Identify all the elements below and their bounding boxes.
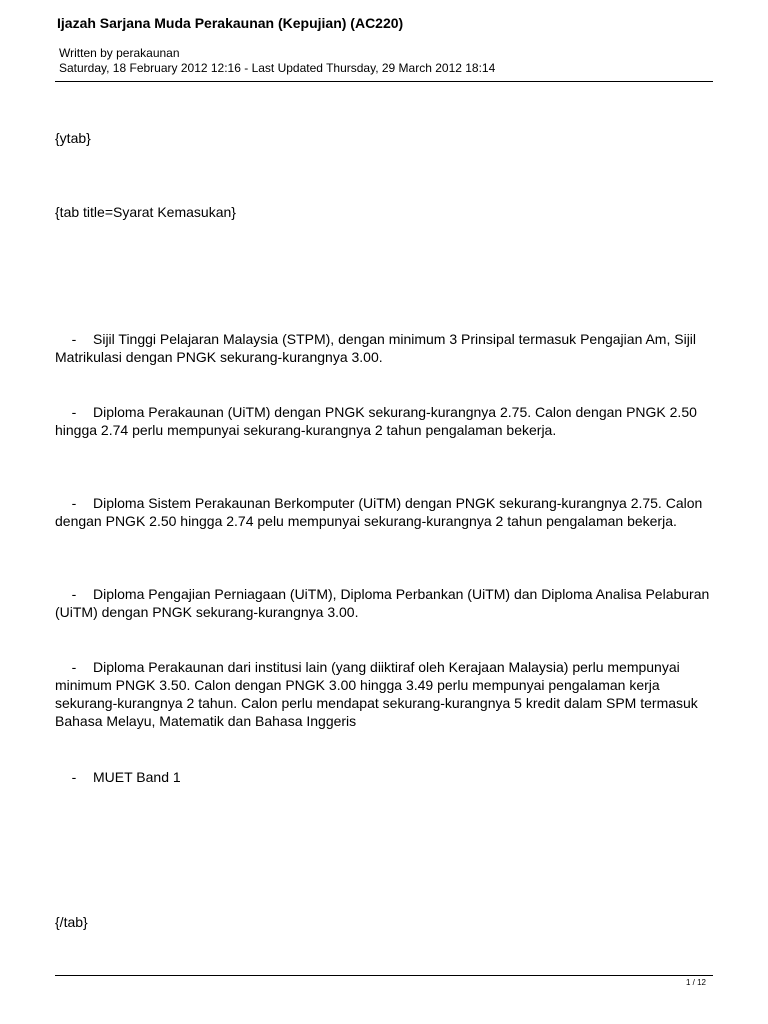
list-dash: -	[71, 331, 77, 347]
document-meta	[59, 46, 495, 76]
requirement-item	[55, 768, 715, 786]
footer-divider	[55, 975, 713, 976]
author-line: Written by perakaunan	[59, 46, 180, 60]
requirement-text: MUET Band 1	[93, 769, 181, 785]
ytab-tag: {ytab}	[55, 130, 91, 146]
tab-open-tag: {tab title=Syarat Kemasukan}	[55, 204, 236, 220]
requirement-text: Diploma Sistem Perakaunan Berkomputer (UiTM) dengan PNGK sekurang-kurangnya 2.75. Calon dengan PNGK 2.50 hingga 2.74 pelu mempunyai sekurang-kurangnya 2 tahun pengalaman bekerja.	[55, 495, 703, 529]
date-line: Saturday, 18 February 2012 12:16 - Last Updated Thursday, 29 March 2012 18:14	[59, 61, 496, 75]
requirement-text: Diploma Perakaunan (UiTM) dengan PNGK sekurang-kurangnya 2.75. Calon dengan PNGK 2.50 hingga 2.74 perlu mempunyai sekurang-kurangnya 2 tahun pengalaman bekerja.	[55, 404, 697, 438]
header-divider	[55, 81, 713, 82]
list-dash: -	[71, 659, 77, 675]
requirement-item	[55, 330, 715, 366]
tab-close-tag: {/tab}	[55, 914, 88, 930]
requirement-item	[55, 585, 715, 621]
requirement-item	[55, 494, 715, 530]
requirement-item	[55, 403, 715, 439]
requirement-text: Sijil Tinggi Pelajaran Malaysia (STPM), dengan minimum 3 Prinsipal termasuk Pengajian Am, Sijil Matrikulasi dengan PNGK sekurang-kurangnya 3.00.	[55, 331, 697, 365]
list-dash: -	[71, 404, 77, 420]
requirement-item	[55, 658, 715, 730]
document-title: Ijazah Sarjana Muda Perakaunan (Kepujian) (AC220)	[57, 15, 404, 31]
list-dash: -	[71, 495, 77, 511]
requirement-text: Diploma Pengajian Perniagaan (UiTM), Diploma Perbankan (UiTM) dan Diploma Analisa Pelaburan (UiTM) dengan PNGK sekurang-kurangnya 3.00.	[55, 586, 710, 620]
requirement-text: Diploma Perakaunan dari institusi lain (yang diiktiraf oleh Kerajaan Malaysia) perlu mempunyai minimum PNGK 3.50. Calon dengan PNGK 3.00 hingga 3.49 perlu mempunyai pengalaman kerja sekurang-kurangnya 2 tahun. Calon perlu mendapat sekurang-kurangnya 5 kredit dalam SPM termasuk Bahasa Melayu, Matematik dan Bahasa Inggeris	[55, 659, 698, 729]
page-number: 1 / 12	[685, 978, 706, 987]
list-dash: -	[71, 586, 77, 602]
list-dash: -	[71, 769, 77, 785]
